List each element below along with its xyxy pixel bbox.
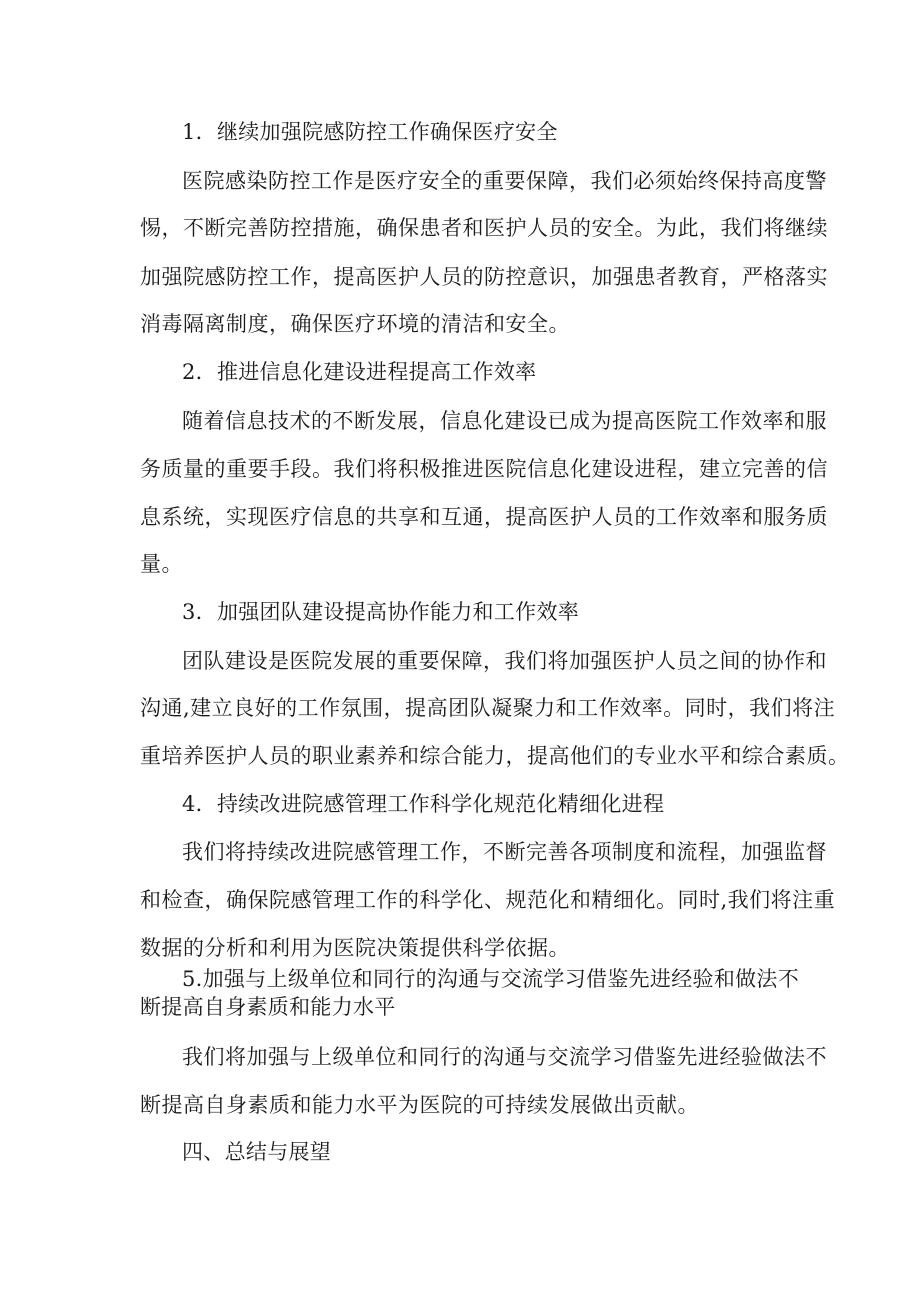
paragraph-line: 加强院感防控工作，提高医护人员的防控意识，加强患者教育，严格落实 [140,265,828,289]
section-heading: 2．推进信息化建设进程提高工作效率 [182,360,537,384]
paragraph-line: 医院感染防控工作是医疗安全的重要保障，我们必须始终保持高度警 [182,169,827,193]
paragraph-line: 量。 [140,552,183,576]
paragraph-line: 随着信息技术的不断发展，信息化建设已成为提高医院工作效率和服 [182,409,827,433]
paragraph-line: 团队建设是医院发展的重要保障，我们将加强医护人员之间的协作和 [182,649,827,673]
paragraph-line: 务质量的重要手段。我们将积极推进医院信息化建设进程，建立完善的信 [140,457,828,481]
chapter-heading: 四、总结与展望 [182,1140,332,1164]
paragraph-line: 我们将加强与上级单位和同行的沟通与交流学习借鉴先进经验做法不 [182,1045,827,1069]
paragraph-line: 惕，不断完善防控措施，确保患者和医护人员的安全。为此，我们将继续 [140,216,828,240]
paragraph-line: 我们将持续改进院感管理工作，不断完善各项制度和流程，加强监督 [182,840,827,864]
section-heading: 5.加强与上级单位和同行的沟通与交流学习借鉴先进经验和做法不 [182,967,800,991]
paragraph-line: 重培养医护人员的职业素养和综合能力，提高他们的专业水平和综合素质。 [140,744,850,768]
section-heading: 4．持续改进院感管理工作科学化规范化精细化进程 [182,792,665,816]
paragraph-line: 断提高自身素质和能力水平为医院的可持续发展做出贡献。 [140,1093,699,1117]
paragraph-line: 消毒隔离制度，确保医疗环境的清洁和安全。 [140,312,570,336]
paragraph-line: 数据的分析和利用为医院决策提供科学依据。 [140,936,570,960]
section-heading-continued: 断提高自身素质和能力水平 [140,995,396,1019]
section-heading: 3．加强团队建设提高协作能力和工作效率 [182,600,580,624]
paragraph-line: 息系统，实现医疗信息的共享和互通，提高医护人员的工作效率和服务质 [140,505,828,529]
section-heading: 1．继续加强院感防控工作确保医疗安全 [182,120,558,144]
paragraph-line: 沟通,建立良好的工作氛围，提高团队凝聚力和工作效率。同时，我们将注 [140,696,836,720]
paragraph-line: 和检查，确保院感管理工作的科学化、规范化和精细化。同时,我们将注重 [140,888,836,912]
